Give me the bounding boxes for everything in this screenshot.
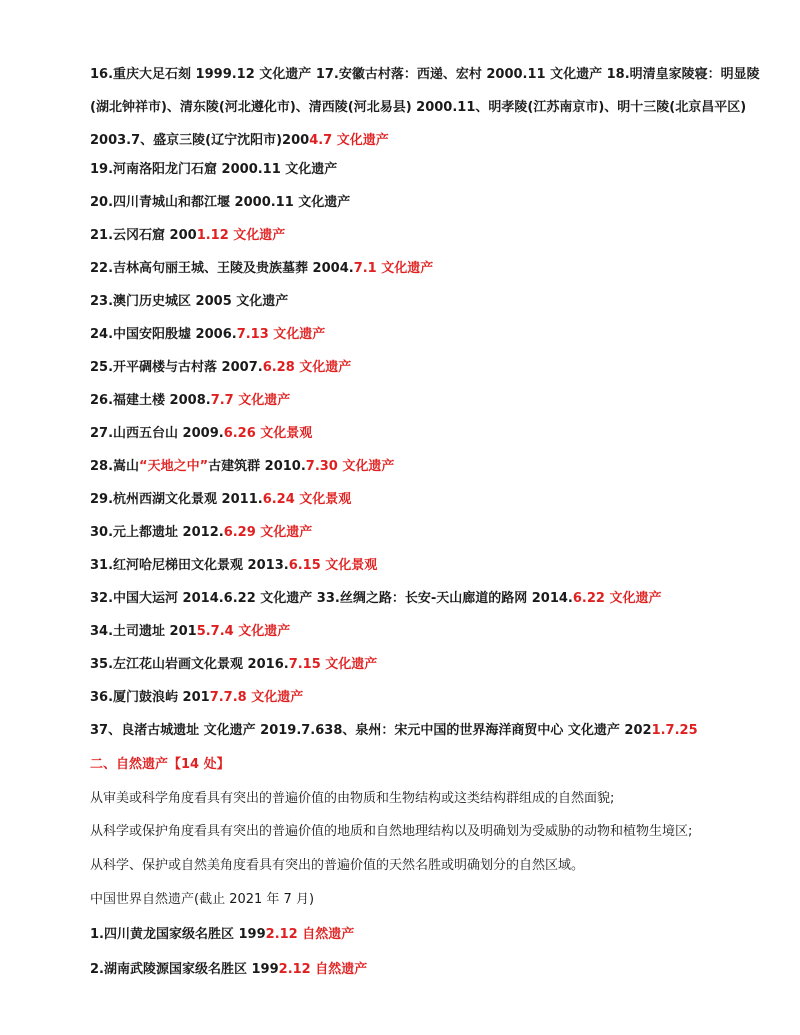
text-segment: 25.开平碉楼与古村落 2007. — [90, 360, 263, 375]
text-segment: 30.元上都遗址 2012. — [90, 525, 224, 540]
heritage-item-27 — [90, 424, 760, 444]
heritage-item-20 — [90, 193, 760, 213]
text-segment: 32.中国大运河 2014.6.22 文化遗产 33.丝绸之路：长安-天山廊道的路网 2014. — [90, 591, 573, 606]
text-segment: 20.四川青城山和都江堰 2000.11 文化遗产 — [90, 195, 351, 210]
highlighted-text: 7.1 文化遗产 — [353, 261, 434, 276]
heritage-item-22 — [90, 259, 760, 279]
criteria-paragraph-2 — [90, 822, 760, 842]
heritage-item-30 — [90, 523, 760, 543]
text-segment: 34.土司遗址 201 — [90, 624, 197, 639]
text-segment: 21.云冈石窟 200 — [90, 228, 197, 243]
highlighted-text: 6.22 文化遗产 — [572, 591, 662, 606]
text-segment: 22.吉林高句丽王城、王陵及贵族墓葬 2004. — [90, 261, 354, 276]
text-segment: 2.湖南武陵源国家级名胜区 199 — [90, 962, 279, 977]
text-segment: 古建筑群 2010. — [208, 459, 306, 474]
text-segment: 从科学或保护角度看具有突出的普遍价值的地质和自然地理结构以及明确划为受威胁的动物和植物生境区; — [90, 824, 693, 839]
section-heading-natural-heritage — [90, 755, 760, 775]
natural-item-1 — [90, 925, 760, 945]
text-segment: 29.杭州西湖文化景观 2011. — [90, 492, 263, 507]
natural-item-2 — [90, 960, 760, 980]
highlighted-text: 4.7 文化遗产 — [309, 133, 389, 148]
heritage-item-19 — [90, 160, 760, 180]
heritage-item-21 — [90, 226, 760, 246]
highlighted-text: 6.15 文化景观 — [288, 558, 378, 573]
highlighted-text: 1.12 文化遗产 — [196, 228, 286, 243]
text-segment: 16.重庆大足石刻 1999.12 文化遗产 17.安徽古村落：西递、宏村 2000.11 文化遗产 18.明清皇家陵寝：明显陵(湖北钟祥市)、清东陵(河北遵化市)、清西陵(河北易县) 2000.11、明孝陵(江苏南京市)、明十三陵(北京昌平区) 2003.7、盛京三陵(辽宁沈阳市)200 — [90, 67, 760, 148]
heritage-item-37-38 — [90, 721, 760, 741]
highlighted-text: 2.12 自然遗产 — [265, 927, 355, 942]
text-segment: 35.左江花山岩画文化景观 2016. — [90, 657, 289, 672]
heritage-item-25 — [90, 358, 760, 378]
highlighted-text: 7.13 文化遗产 — [236, 327, 326, 342]
highlighted-text: 7.7.8 文化遗产 — [209, 690, 304, 705]
heritage-item-34 — [90, 622, 760, 642]
text-segment: 26.福建土楼 2008. — [90, 393, 211, 408]
text-segment: 36.厦门鼓浪屿 201 — [90, 690, 210, 705]
highlighted-text: 7.30 文化遗产 — [305, 459, 395, 474]
highlighted-text: 6.24 文化景观 — [262, 492, 352, 507]
natural-heritage-list-title — [90, 890, 760, 910]
text-segment: 从科学、保护或自然美角度看具有突出的普遍价值的天然名胜或明确划分的自然区域。 — [90, 858, 585, 873]
highlighted-text: 二、自然遗产【14 处】 — [90, 757, 230, 772]
heritage-item-35 — [90, 655, 760, 675]
highlighted-text: “天地之中” — [139, 459, 209, 474]
heritage-item-16-18 — [90, 58, 760, 157]
highlighted-text: 2.12 自然遗产 — [278, 962, 368, 977]
highlighted-text: 6.26 文化景观 — [223, 426, 313, 441]
highlighted-text: 7.15 文化遗产 — [288, 657, 378, 672]
criteria-paragraph-1 — [90, 789, 760, 809]
text-segment: 23.澳门历史城区 2005 文化遗产 — [90, 294, 289, 309]
heritage-item-36 — [90, 688, 760, 708]
highlighted-text: 7.7 文化遗产 — [210, 393, 291, 408]
text-segment: 从审美或科学角度看具有突出的普遍价值的由物质和生物结构或这类结构群组成的自然面貌; — [90, 791, 615, 806]
heritage-item-24 — [90, 325, 760, 345]
highlighted-text: 5.7.4 文化遗产 — [196, 624, 291, 639]
heritage-item-29 — [90, 490, 760, 510]
heritage-item-23 — [90, 292, 760, 312]
heritage-item-26 — [90, 391, 760, 411]
highlighted-text: 6.28 文化遗产 — [262, 360, 352, 375]
text-segment: 28.嵩山 — [90, 459, 140, 474]
text-segment: 19.河南洛阳龙门石窟 2000.11 文化遗产 — [90, 162, 338, 177]
heritage-item-28 — [90, 457, 760, 477]
text-segment: 1.四川黄龙国家级名胜区 199 — [90, 927, 266, 942]
text-segment: 24.中国安阳殷墟 2006. — [90, 327, 237, 342]
highlighted-text: 6.29 文化遗产 — [223, 525, 313, 540]
heritage-item-31 — [90, 556, 760, 576]
text-segment: 中国世界自然遗产(截止 2021 年 7 月) — [90, 892, 315, 907]
heritage-item-32-33 — [90, 589, 760, 609]
criteria-paragraph-3 — [90, 856, 760, 876]
text-segment: 37、良渚古城遗址 文化遗产 2019.7.638、泉州：宋元中国的世界海洋商贸中心 文化遗产 202 — [90, 723, 652, 738]
text-segment: 27.山西五台山 2009. — [90, 426, 224, 441]
text-segment: 31.红河哈尼梯田文化景观 2013. — [90, 558, 289, 573]
highlighted-text: 1.7.25 — [651, 723, 698, 738]
